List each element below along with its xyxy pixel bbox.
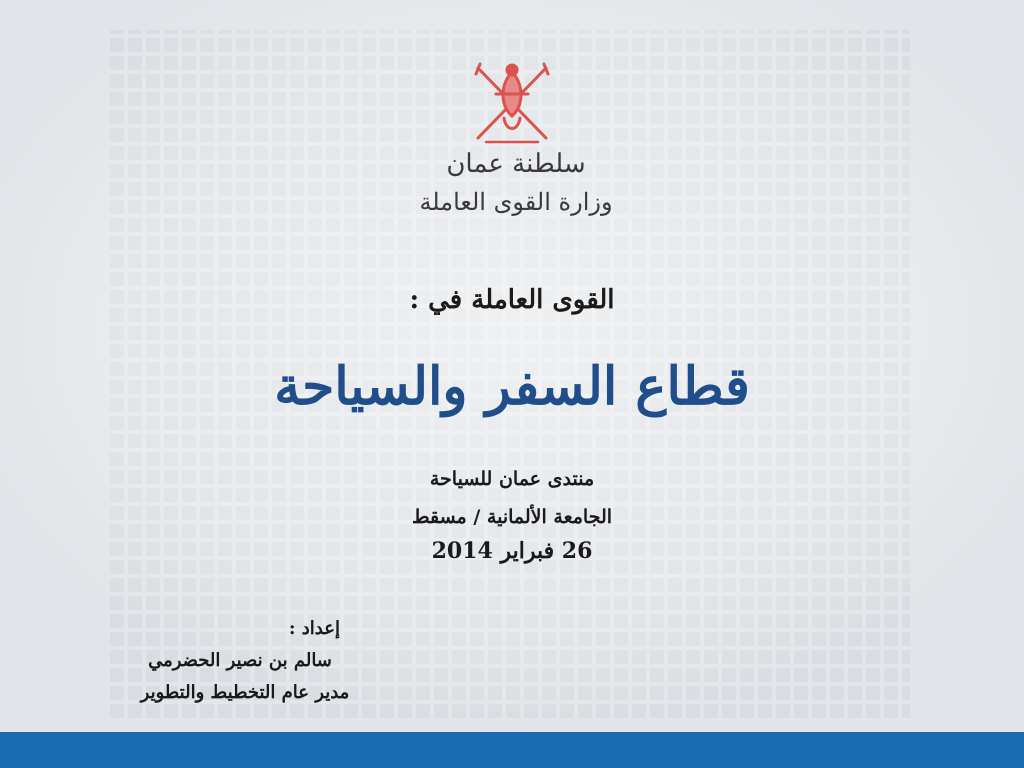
presenter-name: سالم بن نصير الحضرمي [148,650,332,671]
bottom-accent-bar [0,732,1024,768]
logo-line-1: سلطنة عمان [446,149,586,179]
ministry-logo-text [418,140,614,224]
title-prefix: القوى العاملة في : [409,285,615,315]
prepared-by-label: إعداد : [288,618,340,639]
main-title: قطاع السفر والسياحة [274,356,750,417]
logo-line-2: وزارة القوى العاملة [419,188,613,216]
event-date: 26 فبراير 2014 [431,538,593,564]
event-name: منتدى عمان للسياحة [429,468,595,490]
presenter-position: مدير عام التخطيط والتطوير [140,682,350,703]
event-venue: الجامعة الألمانية / مسقط [411,506,613,528]
oman-khanjar-emblem [466,54,558,150]
